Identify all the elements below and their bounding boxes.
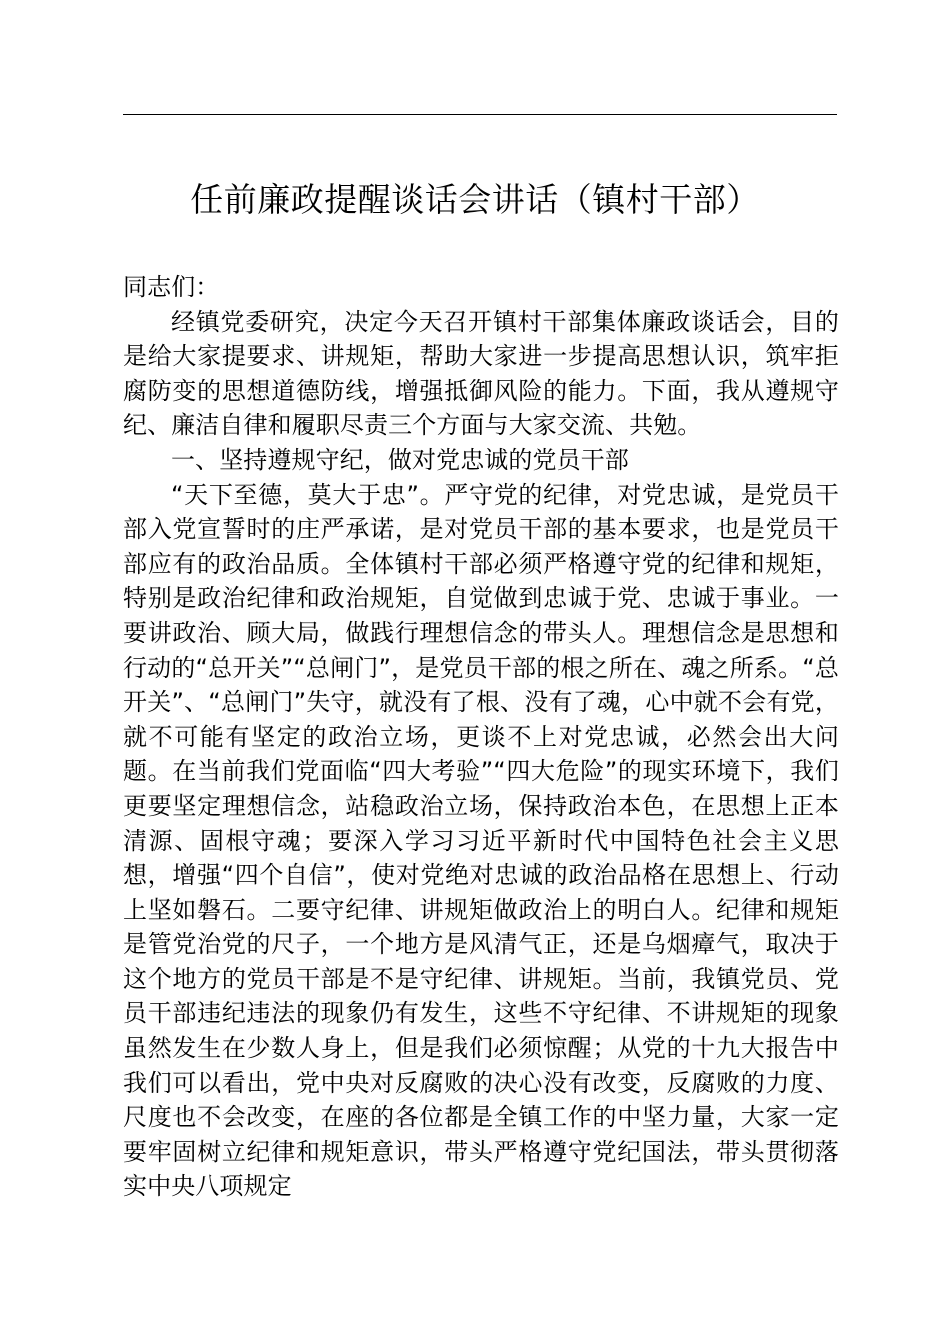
- top-divider-line: [123, 114, 837, 115]
- salutation: 同志们：: [123, 273, 220, 301]
- document-body: [123, 270, 839, 1204]
- section-heading-1: 一、坚持遵规守纪，做对党忠诚的党员干部: [171, 445, 629, 474]
- document-title: 任前廉政提醒谈话会讲话（镇村干部）: [190, 180, 760, 219]
- body-paragraph-intro: 经镇党委研究，决定今天召开镇村干部集体廉政谈话会，目的是给大家提要求、讲规矩，帮助大家进一步提高思想认识，筑牢拒腐防变的思想道德防线，增强抵御风险的能力。下面，我从遵规守纪、廉洁自律和履职尽责三个方面与大家交流、共勉。: [123, 307, 839, 440]
- body-paragraph-section-1: “天下至德，莫大于忠”。严守党的纪律，对党忠诚，是党员干部入党宣誓时的庄严承诺，是对党员干部的基本要求，也是党员干部应有的政治品质。全体镇村干部必须严格遵守党的纪律和规矩，特别是政治纪律和政治规矩，自觉做到忠诚于党、忠诚于事业。一要讲政治、顾大局，做践行理想信念的带头人。理想信念是思想和行动的“总开关”“总闸门”，是党员干部的根之所在、魂之所系。“总开关”、“总闸门”失守，就没有了根、没有了魂，心中就不会有党，就不可能有坚定的政治立场，更谈不上对党忠诚，必然会出大问题。在当前我们党面临“四大考验”“四大危险”的现实环境下，我们更要坚定理想信念，站稳政治立场，保持政治本色，在思想上正本清源、固根守魂；要深入学习习近平新时代中国特色社会主义思想，增强“四个自信”，使对党绝对忠诚的政治品格在思想上、行动上坚如磐石。二要守纪律、讲规矩做政治上的明白人。纪律和规矩是管党治党的尺子，一个地方是风清气正，还是乌烟瘴气，取决于这个地方的党员干部是不是守纪律、讲规矩。当前，我镇党员、党员干部违纪违法的现象仍有发生，这些不守纪律、不讲规矩的现象虽然发生在少数人身上，但是我们必须惊醒；从党的十九大报告中我们可以看出，党中央对反腐败的决心没有改变，反腐败的力度、尺度也不会改变，在座的各位都是全镇工作的中坚力量，大家一定要牢固树立纪律和规矩意识，带头严格遵守党纪国法，带头贯彻落实中央八项规定: [123, 480, 839, 1201]
